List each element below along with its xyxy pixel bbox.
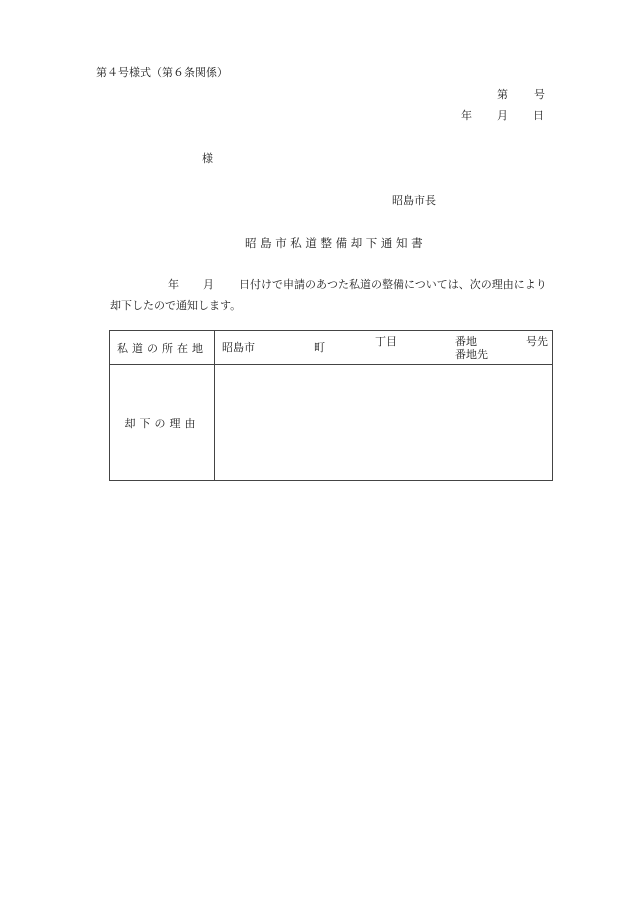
date-month-label: 月 <box>497 109 508 122</box>
addressee-suffix: 様 <box>202 152 213 165</box>
location-value-cell <box>215 331 553 365</box>
form-table <box>109 330 553 481</box>
date-year-label: 年 <box>461 109 472 122</box>
location-machi: 町 <box>314 341 325 354</box>
doc-number-prefix: 第 <box>497 88 508 101</box>
doc-number-suffix: 号 <box>534 88 545 101</box>
document-title: 昭島市私道整備却下通知書 <box>245 236 427 250</box>
reason-label: 却下の理由 <box>110 365 215 481</box>
location-chome: 丁目 <box>375 335 397 348</box>
location-gosaki: 号先 <box>526 335 548 348</box>
location-banchisaki: 番地先 <box>455 348 488 361</box>
location-label: 私道の所在地 <box>110 331 215 365</box>
body-year-label: 年 <box>168 278 179 291</box>
date-day-label: 日 <box>533 109 544 122</box>
sender-name: 昭島市長 <box>392 194 436 207</box>
location-city: 昭島市 <box>222 341 255 354</box>
body-text-line2: 却下したので通知します。 <box>110 299 242 312</box>
location-row <box>110 331 553 365</box>
body-text-line1: 日付けで申請のあつた私道の整備については、次の理由により <box>239 278 547 291</box>
reason-value-cell <box>215 365 553 481</box>
body-month-label: 月 <box>203 278 214 291</box>
form-label: 第４号様式（第６条関係） <box>96 66 228 79</box>
location-banchi: 番地 <box>455 335 477 348</box>
reason-row <box>110 365 553 481</box>
